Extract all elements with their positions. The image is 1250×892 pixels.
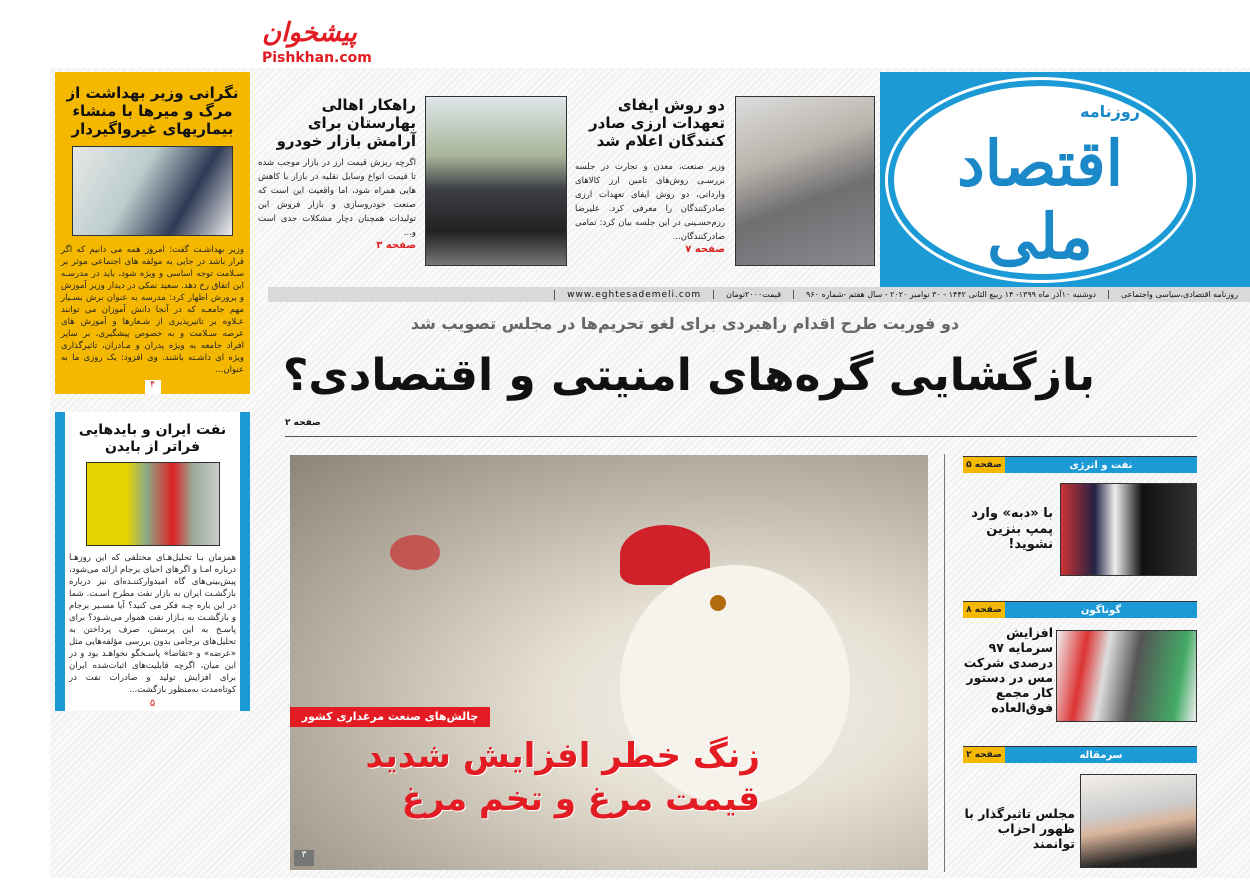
logo-name: اقتصاد ملی <box>957 127 1123 273</box>
box-body: همزمان بـا تحلیل‌هـای مختلفی که این روزهـا درباره امـا و اگرهای احیای برجام ارائه می‌شود، پیش‌بینی‌های گاه امیدوارکننـده‌ای نیز درباره بازگشـت ایران به بازار نفت مطرح اسـت. شما در این باره چـه فکر می کنید؟ آیا مسـیر برجام و بازگشـت به بـازار نفت هموار می‌شـود؟ برای پاسـخ به این پرسش، صرف پرداختن به تحلیل‌های برجامی بدون بررسی مؤلفه‌هایی مثل «عرضه» و «تقاضا» پاسـخگو نخواهـد بود و در این میان، اگرچه قابلیت‌های اثبات‌شده ایران برای افزایش تولید و صادرات نفت در کوتاه‌مدت به‌منظور بازگشت... <box>69 552 236 695</box>
box-title[interactable]: نگرانی وزیر بهداشت از مرگ و میرها با منشاء بیماریهای غیرواگیردار <box>66 84 239 138</box>
car-photo <box>425 96 567 266</box>
section-name: سرمقاله <box>1079 750 1123 761</box>
health-minister-photo <box>72 146 233 236</box>
oil-iran-box[interactable] <box>55 412 250 711</box>
page-ref[interactable]: صفحه ۵ <box>963 457 1005 473</box>
story-title[interactable]: راهکار اهالی بهارستان برای آرامش بازار خودرو <box>276 96 416 150</box>
section-photo <box>1056 630 1197 722</box>
story-body: وزیر صنعت، معدن و تجارت در جلسه بررسـی روش‌های تامین ارز کالاهای وارداتی، دو روش ایفای تعهدات ارزی صادرکنندگان را معرفی کرد. علیرضا رزم‌حسـینی در این جلسه بیان کرد: تمامی صادرکنندگان... <box>575 162 725 242</box>
oil-barrels-photo <box>86 462 220 546</box>
feature-headline-line2: قیمت مرغ و تخم مرغ <box>401 778 760 819</box>
section-photo <box>1060 483 1197 576</box>
lead-headline[interactable]: بازگشایی گره‌های امنیتی و اقتصادی؟ <box>282 350 1095 401</box>
price: قیمت۲۰۰۰تومان <box>713 290 793 299</box>
section-title[interactable]: مجلس تاثیرگذار با ظهور احزاب توانمند <box>964 806 1075 851</box>
health-minister-box[interactable] <box>55 72 250 394</box>
website-link[interactable]: www.eghtesademeli.com <box>554 290 713 300</box>
chicken-comb-background <box>390 535 440 570</box>
lead-kicker: دو فوریت طرح اقدام راهبردی برای لغو تحریم‌ها در مجلس تصویب شد <box>410 314 960 333</box>
masthead-logo <box>880 72 1250 287</box>
page-ref[interactable]: صفحه ۳ <box>376 240 416 251</box>
section-oil-energy[interactable] <box>963 456 1197 553</box>
feature-label: چالش‌های صنعت مرغداری کشور <box>290 707 490 727</box>
section-misc[interactable] <box>963 601 1197 715</box>
issue-date: دوشنبه ۱۰آذر ماه ۱۳۹۹- ۱۴ ربیع الثانی ۱۴۴۲ - ۳۰ نوامبر ۲۰۲۰ - سال هفتم -شماره ۹۶۰ <box>793 290 1108 299</box>
divider <box>285 436 1197 437</box>
date-bar <box>268 287 1250 302</box>
page-ref[interactable]: ۵ <box>149 697 156 709</box>
watermark-url: Pishkhan.com <box>262 50 372 66</box>
story-title[interactable]: دو روش ایفای تعهدات ارزی صادر کنندگان اعلام شد <box>589 96 725 150</box>
page-ref[interactable]: صفحه ۷ <box>685 244 725 255</box>
section-name: نفت و انرژی <box>1069 460 1133 471</box>
minister-photo <box>735 96 875 266</box>
chicken-eye <box>710 595 726 611</box>
paper-type: روزنامه اقتصادی،سیاسی واجتماعی <box>1108 290 1250 299</box>
watermark-logo: پیشخوان <box>262 18 357 48</box>
section-name: گوناگون <box>1080 605 1122 616</box>
section-editorial[interactable] <box>963 746 1197 851</box>
feature-headline[interactable] <box>300 735 760 820</box>
section-photo <box>1080 774 1197 868</box>
chicken-feature-photo[interactable] <box>290 455 928 870</box>
feature-headline-line1: زنگ خطر افزایش شدید <box>365 736 760 776</box>
box-title[interactable]: نفت ایران و بایدهایی فراتر از بایدن <box>78 422 227 455</box>
story-body: اگرچه ریزش قیمت ارز در بازار موجب شده تا قیمت انواع وسایل نقلیه در بازار با کاهش هایی همراه شود، اما واقعیت این است که صنعت خودروسازی و بازار فروش این تولیدات همچنان دچار مشکلات جدی است و... <box>258 158 416 238</box>
page-ref[interactable]: صفحه ۲ <box>963 747 1005 763</box>
top-story-2[interactable] <box>258 96 416 251</box>
page-ref[interactable]: ۴ <box>145 380 161 394</box>
logo-prefix: روزنامه <box>1080 102 1140 121</box>
page-ref[interactable]: صفحه ۸ <box>963 602 1005 618</box>
section-title[interactable]: افزایش سرمایه ۹۷ درصدی شرکت مس در دستور کار مجمع فوق‌العاده <box>963 625 1053 715</box>
top-story-1[interactable] <box>575 96 725 255</box>
box-body: وزیر بهداشـت گفت: امروز همه می دانیم که اگر قرار باشد در جایی به مولفه های اجتماعی موثر بر سـلامت توجه اساسی و ویژه شود، باید در مدرسـه این اتفاق رخ دهد. سعید نمکی در دیدار وزیر آموزش و پرورش اظهار کرد: مدرسه به عنوان برش بسـیار مهم جامعـه که در آنجا دانش آموزان می توانند عـلاوه بر تاثیرپذیری از شـعارها و آموزش های عرصه سـلامت و به خصوص پیشگیری، بر سایر افراد جامعه به ویژه پدران و مـادران، تاثیرگذاری ویژه ای داشـته باشند. وی افزود: یک روزی ما به عنوان... <box>61 245 244 375</box>
section-title[interactable]: با «دبه» وارد پمپ بنزین نشوید! <box>971 506 1053 553</box>
left-column <box>55 72 250 711</box>
lead-page-ref[interactable]: صفحه ۲ <box>285 418 321 428</box>
divider <box>944 454 945 872</box>
page-ref[interactable]: ۳ <box>294 850 314 866</box>
